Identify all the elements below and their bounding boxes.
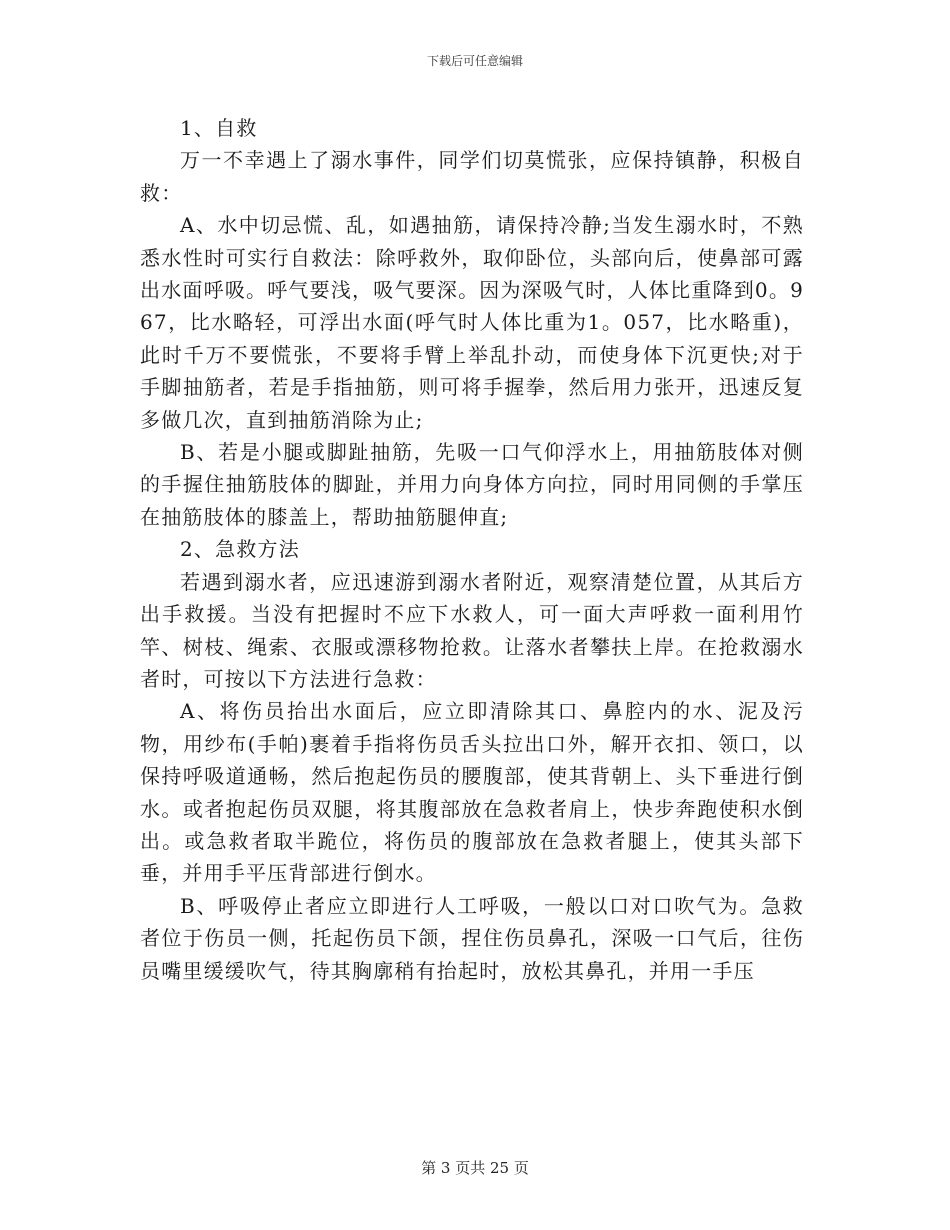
section2-item-a: A、将伤员抬出水面后，应立即清除其口、鼻腔内的水、泥及污物，用纱布(手帕)裹着手指将伤员舌头拉出口外，解开衣扣、领口，以保持呼吸道通畅，然后抱起伤员的腰腹部，使其背朝上、头下垂进行倒水。或者抱起伤员双腿，将其腹部放在急救者肩上，快步奔跑使积水倒出。或急救者取半跪位，将伤员的腹部放在急救者腿上，使其头部下垂，并用手平压背部进行倒水。 bbox=[140, 699, 804, 886]
section1-title: 1、自救 bbox=[180, 116, 258, 140]
section1-item-b: B、若是小腿或脚趾抽筋，先吸一口气仰浮水上，用抽筋肢体对侧的手握住抽筋肢体的脚趾，并用力向身体方向拉，同时用同侧的手掌压在抽筋肢体的膝盖上，帮助抽筋腿伸直; bbox=[140, 440, 804, 529]
section1-intro: 万一不幸遇上了溺水事件，同学们切莫慌张，应保持镇静，积极自救： bbox=[140, 148, 804, 205]
section1-item-a: A、水中切忌慌、乱，如遇抽筋，请保持冷静;当发生溺水时，不熟悉水性时可实行自救法：除呼救外，取仰卧位，头部向后，使鼻部可露出水面呼吸。呼气要浅，吸气要深。因为深吸气时，人体比重降到0。967，比水略轻，可浮出水面(呼气时人体比重为1。057，比水略重)，此时千万不要慌张，不要将手臂上举乱扑动，而使身体下沉更快;对于手脚抽筋者，若是手指抽筋，则可将手握拳，然后用力张开，迅速反复多做几次，直到抽筋消除为止; bbox=[140, 213, 804, 432]
header-note: 下载后可任意编辑 bbox=[426, 54, 523, 68]
page-number: 第 3 页共 25 页 bbox=[421, 1159, 529, 1177]
section2-intro: 若遇到溺水者，应迅速游到溺水者附近，观察清楚位置，从其后方出手救援。当没有把握时不应下水救人，可一面大声呼救一面利用竹竿、树枝、绳索、衣服或漂移物抢救。让落水者攀扶上岸。在抢救溺水者时，可按以下方法进行急救： bbox=[140, 569, 804, 691]
section2-item-b: B、呼吸停止者应立即进行人工呼吸，一般以口对口吹气为。急救者位于伤员一侧，托起伤员下颌，捏住伤员鼻孔，深吸一口气后，往伤员嘴里缓缓吹气，待其胸廓稍有抬起时，放松其鼻孔，并用一手压 bbox=[140, 893, 804, 983]
section2-title: 2、急救方法 bbox=[180, 537, 300, 562]
document-body bbox=[140, 112, 804, 987]
